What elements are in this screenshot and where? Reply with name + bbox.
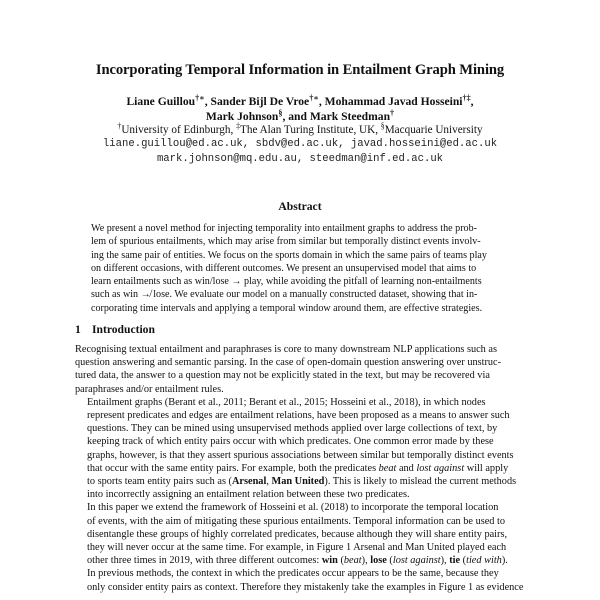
text-run: other three times in 2019, with three different outcomes:: [87, 555, 322, 567]
affiliations: [0, 123, 600, 137]
text-run: ),: [361, 555, 371, 567]
abstract-line: We present a novel method for injecting temporality into entailment graphs to address the prob-: [91, 223, 478, 234]
body-line: tured data, the answer to a question may not be explicitly stated in the text, but may be recovered via: [75, 370, 490, 382]
text-run: and: [396, 462, 417, 474]
author-emails: [0, 137, 600, 167]
paragraph: [75, 567, 526, 593]
section-number: 1: [75, 323, 81, 336]
section-body: [75, 343, 526, 594]
section-heading: [75, 323, 155, 336]
italic-term: beat: [378, 462, 397, 474]
text-run: (: [337, 555, 344, 567]
italic-term: lost against: [416, 462, 465, 474]
bold-term: tie: [449, 555, 461, 567]
italic-term: beat: [343, 555, 362, 567]
bold-term: win: [321, 555, 338, 567]
author-mark: †: [390, 108, 395, 118]
bold-term: lose: [370, 555, 387, 567]
abstract-line: lem of spurious entailments, which may arise from similar but temporally distinct events involv-: [91, 236, 481, 248]
body-line: disentangle these groups of highly correlated predicates, because although they will share entity pairs,: [87, 528, 508, 540]
body-line: paraphrases and/or entailment rules.: [75, 383, 224, 395]
affil-mark: ‡: [236, 121, 241, 131]
body-line: they will never occur at the same time. For example, in Figure 1 Arsenal and Man United played each: [87, 542, 507, 554]
author-mark: †‡: [462, 93, 471, 103]
text-run: ),: [440, 555, 450, 567]
section-title: Introduction: [92, 323, 155, 336]
text-run: (: [386, 555, 393, 567]
text-run: will apply: [464, 462, 509, 474]
paragraph: [75, 396, 526, 502]
author-mark: †∗: [309, 93, 319, 103]
abstract-line: on different occasions, with different outcomes. We present an unsupervised model that aims to: [91, 262, 477, 274]
text-run: (: [460, 555, 467, 567]
affil-mark: †: [117, 121, 122, 131]
body-line: [75, 462, 526, 475]
body-line: represent predicates and edges are entailment relations, have been proposed as a means to answer such: [87, 410, 510, 422]
bold-term: Arsenal: [232, 476, 267, 488]
body-line: In this paper we extend the framework of Hosseini et al. (2018) to incorporate the temporal location: [87, 502, 499, 514]
abstract-text: [91, 222, 509, 315]
text-run: ). This is likely to mislead the current methods: [324, 476, 517, 488]
email-line: liane.guillou@ed.ac.uk, sbdv@ed.ac.uk, javad.hosseini@ed.ac.uk: [102, 138, 498, 150]
paper-title: Incorporating Temporal Information in Entailment Graph Mining: [95, 62, 505, 78]
abstract-line: ing the same pair of entities. We focus on the sports domain in which the same pairs of teams play: [91, 249, 487, 261]
email-line: mark.johnson@mq.edu.au, steedman@inf.ed.ac.uk: [156, 153, 444, 165]
author-mark: †∗: [195, 93, 205, 103]
body-line: [75, 475, 526, 488]
body-line: keeping track of which entity pairs occur with which predicates. One common error made by these: [87, 436, 494, 448]
body-line: into incorrectly assigning an entailment relation between these two predicates.: [87, 489, 410, 501]
body-line: Entailment graphs (Berant et al., 2011; Berant et al., 2015; Hosseini et al., 2018), in which nodes: [87, 396, 486, 408]
affil-3: Macquarie University: [384, 124, 483, 136]
author-list: Liane Guillou†∗, Sander Bijl De Vroe†∗, Mohammad Javad Hosseini†‡, Mark Johnson§, and Mark Steedman†: [126, 93, 474, 123]
author-name: Liane Guillou: [126, 95, 196, 108]
body-line: [75, 554, 526, 567]
body-line: In previous methods, the context in which the predicates occur appears to be the same, because they: [87, 568, 499, 580]
body-line: question answering and semantic parsing. In the case of open-domain question answering over unstruc-: [75, 357, 502, 369]
author-mark: §: [278, 108, 283, 118]
author-name: Mohammad Javad Hosseini: [324, 95, 463, 108]
affil-mark: §: [380, 121, 385, 131]
body-line: questions. They can be mined using unsupervised methods applied over large collections of text, by: [87, 423, 498, 435]
body-line: of events, with the aim of mitigating these spurious entailments. Temporal information can be used to: [87, 515, 506, 527]
author-name: Sander Bijl De Vroe: [210, 95, 310, 108]
body-line: graphs, however, is that they assert spurious associations between similar but temporally distinct events: [87, 449, 514, 461]
abstract-line: such as win ↛ lose. We evaluate our model on a manually constructed dataset, showing that in-: [91, 289, 478, 301]
affil-2: The Alan Turing Institute, UK,: [240, 124, 378, 136]
abstract-heading: Abstract: [278, 200, 322, 213]
text-run: ,: [266, 476, 272, 488]
author-name: Mark Johnson: [205, 109, 279, 123]
text-run: to sports team entity pairs such as (: [87, 476, 232, 488]
paragraph: [75, 501, 526, 567]
italic-term: tied with: [466, 555, 502, 567]
author-name: and Mark Steedman: [288, 109, 391, 123]
abstract-line: corporating time intervals and applying a temporal window around them, are effective strategies.: [91, 302, 483, 314]
text-run: ).: [501, 555, 508, 567]
italic-term: lost against: [392, 555, 441, 567]
body-line: only consider entity pairs as context. Therefore they mistakenly take the examples in Figure 1 as evidence: [87, 581, 524, 593]
affil-1: University of Edinburgh,: [121, 124, 234, 136]
abstract-line: learn entailments such as win/lose → play, while avoiding the pitfall of learning non-entailments: [91, 276, 482, 288]
bold-term: Man United: [271, 476, 325, 488]
paragraph: [75, 343, 526, 396]
body-line: Recognising textual entailment and paraphrases is core to many downstream NLP applications such as: [75, 344, 497, 355]
text-run: that occur with the same entity pairs. For example, both the predicates: [87, 462, 379, 474]
